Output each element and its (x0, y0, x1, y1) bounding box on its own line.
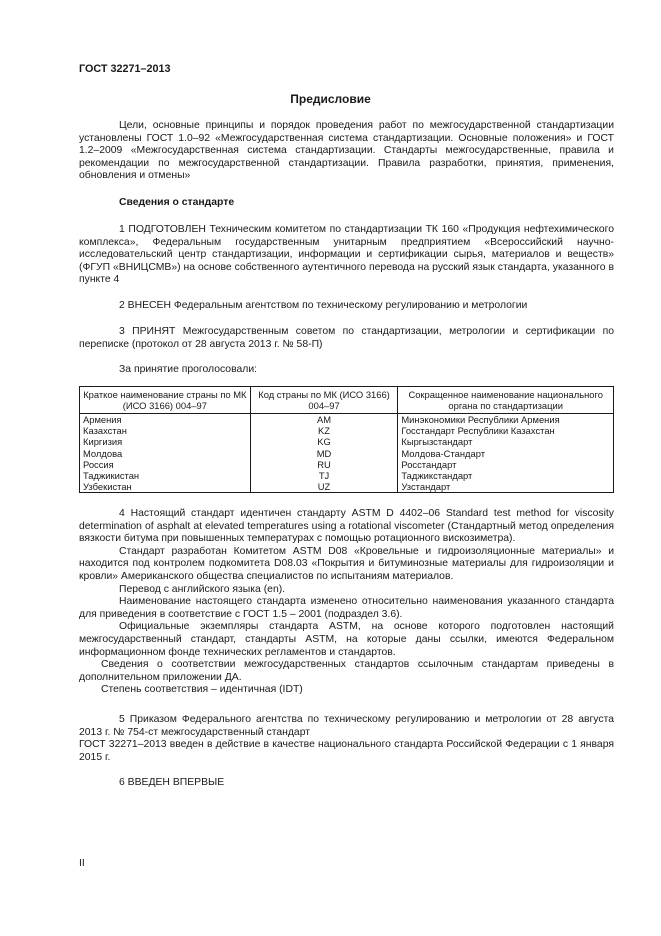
table-row (80, 448, 614, 459)
table-row (80, 414, 614, 426)
table-cell-body: Госстандарт Республики Казахстан (398, 425, 614, 436)
table-cell-body: Кыргызстандарт (398, 436, 614, 447)
table-row (80, 470, 614, 481)
table-row (80, 459, 614, 470)
table-header-row (80, 387, 614, 414)
item-4-paragraph-2: Стандарт разработан Комитетом ASTM D08 «Кровельные и гидроизоляционные материалы» и находится под контролем подкомитета D08.03 «Покрытия и битуминозные материалы для гидроизоляции и кровли» Американского общества специалистов по испытаниям материалов. (79, 545, 614, 582)
table-cell-country: Казахстан (80, 425, 251, 436)
info-heading: Сведения о стандарте (119, 197, 235, 208)
table-cell-code: RU (250, 459, 398, 470)
item-6-paragraph: 6 ВВЕДЕН ВПЕРВЫЕ (119, 777, 225, 788)
page-title: Предисловие (290, 92, 371, 106)
table-cell-code: AM (250, 414, 398, 426)
item-1-paragraph: 1 ПОДГОТОВЛЕН Техническим комитетом по стандартизации ТК 160 «Продукция нефтехимического комплекса», Федеральным государственным унитарным предприятием «Всероссийский научно-исследовательский центр стандартизации, информации и сертификации сырья, материалов и веществ» (ФГУП «ВНИЦСМВ») на основе собственного аутентичного перевода на русский язык стандарта, указанного в пункте 4 (79, 224, 614, 286)
item-2-block (79, 300, 614, 313)
table-cell-country: Таджикистан (80, 470, 251, 481)
item-3-block (79, 326, 614, 351)
item-4-paragraph-7: Степень соответствия – идентичная (IDT) (101, 684, 303, 696)
item-5-paragraph-1: 5 Приказом Федерального агентства по техническому регулированию и метрологии от 28 августа 2013 г. № 754-ст межгосударственный стандарт (79, 714, 614, 738)
table-cell-code: KZ (250, 425, 398, 436)
table-cell-country: Россия (80, 459, 251, 470)
table-cell-country: Узбекистан (80, 481, 251, 493)
table-cell-code: MD (250, 448, 398, 459)
item-4-paragraph-4: Наименование настоящего стандарта изменено относительно наименования указанного стандарта для приведения в соответствие с ГОСТ 1.5 – 2001 (подраздел 3.6). (79, 596, 614, 620)
table-cell-body: Узстандарт (398, 481, 614, 493)
table-cell-code: UZ (250, 481, 398, 493)
table-cell-code: KG (250, 436, 398, 447)
info-heading-block (79, 197, 614, 210)
table-cell-country: Киргизия (80, 436, 251, 447)
page-number: II (79, 858, 85, 869)
intro-block (79, 120, 614, 183)
table-header-country: Краткое наименование страны по МК (ИСО 3166) 004–97 (80, 387, 251, 414)
table-cell-country: Армения (80, 414, 251, 426)
table-header-body: Сокращенное наименование национального органа по стандартизации (398, 387, 614, 414)
item-4-paragraph-5: Официальные экземпляры стандарта ASTM, на основе которого подготовлен настоящий межгосударственный стандарт, стандарты ASTM, на которые даны ссылки, имеются Федеральном информационном фонде технических регламентов и стандартов. (79, 621, 614, 658)
voted-label: За принятие проголосовали: (119, 364, 258, 375)
item-6-block (79, 777, 614, 790)
item-2-paragraph: 2 ВНЕСЕН Федеральным агентством по техническому регулированию и метрологии (119, 300, 528, 311)
item-5-paragraph-2: ГОСТ 32271–2013 введен в действие в качестве национального стандарта Российской Федерации с 1 января 2015 г. (79, 739, 614, 763)
table-cell-body: Таджикстандарт (398, 470, 614, 481)
table-cell-country: Молдова (80, 448, 251, 459)
table-cell-body: Молдова-Стандарт (398, 448, 614, 459)
item-3-paragraph: 3 ПРИНЯТ Межгосударственным советом по стандартизации, метрологии и сертификации по переписке (протокол от 28 августа 2013 г. № 58-П) (79, 326, 614, 350)
item-1-block (79, 224, 614, 287)
intro-paragraph: Цели, основные принципы и порядок проведения работ по межгосударственной стандартизации установлены ГОСТ 1.0–92 «Межгосударственная система стандартизации. Основные положения» и ГОСТ 1.2–2009 «Межгосударственная система стандартизации. Стандарты межгосударственные, правила и рекомендации по межгосударственной стандартизации. Правила разработки, принятия, применения, обновления и отмены» (79, 120, 614, 182)
item-4-block (79, 508, 614, 697)
table-cell-body: Минэкономики Республики Армения (398, 414, 614, 426)
voted-block (79, 364, 614, 377)
item-5-block (79, 714, 614, 764)
table-header-code: Код страны по МК (ИСО 3166) 004–97 (250, 387, 398, 414)
item-4-paragraph-6: Сведения о соответствии межгосударственных стандартов ссылочным стандартам приведены в дополнительном приложении ДА. (79, 659, 614, 683)
table-row (80, 425, 614, 436)
table-cell-code: TJ (250, 470, 398, 481)
item-4-paragraph-3: Перевод с английского языка (en). (119, 583, 286, 595)
countries-table (79, 386, 614, 493)
item-4-paragraph-1: 4 Настоящий стандарт идентичен стандарту ASTM D 4402–06 Standard test method for viscosity determination of asphalt at elevated temperatures using a rotational viscometer (Стандартный метод определения вязкости битума при повышенных температурах с помощью ротационного вискозиметра). (79, 508, 614, 545)
document-id-header: ГОСТ 32271–2013 (79, 63, 171, 75)
table-row (80, 481, 614, 493)
table-row (80, 436, 614, 447)
table-cell-body: Росстандарт (398, 459, 614, 470)
